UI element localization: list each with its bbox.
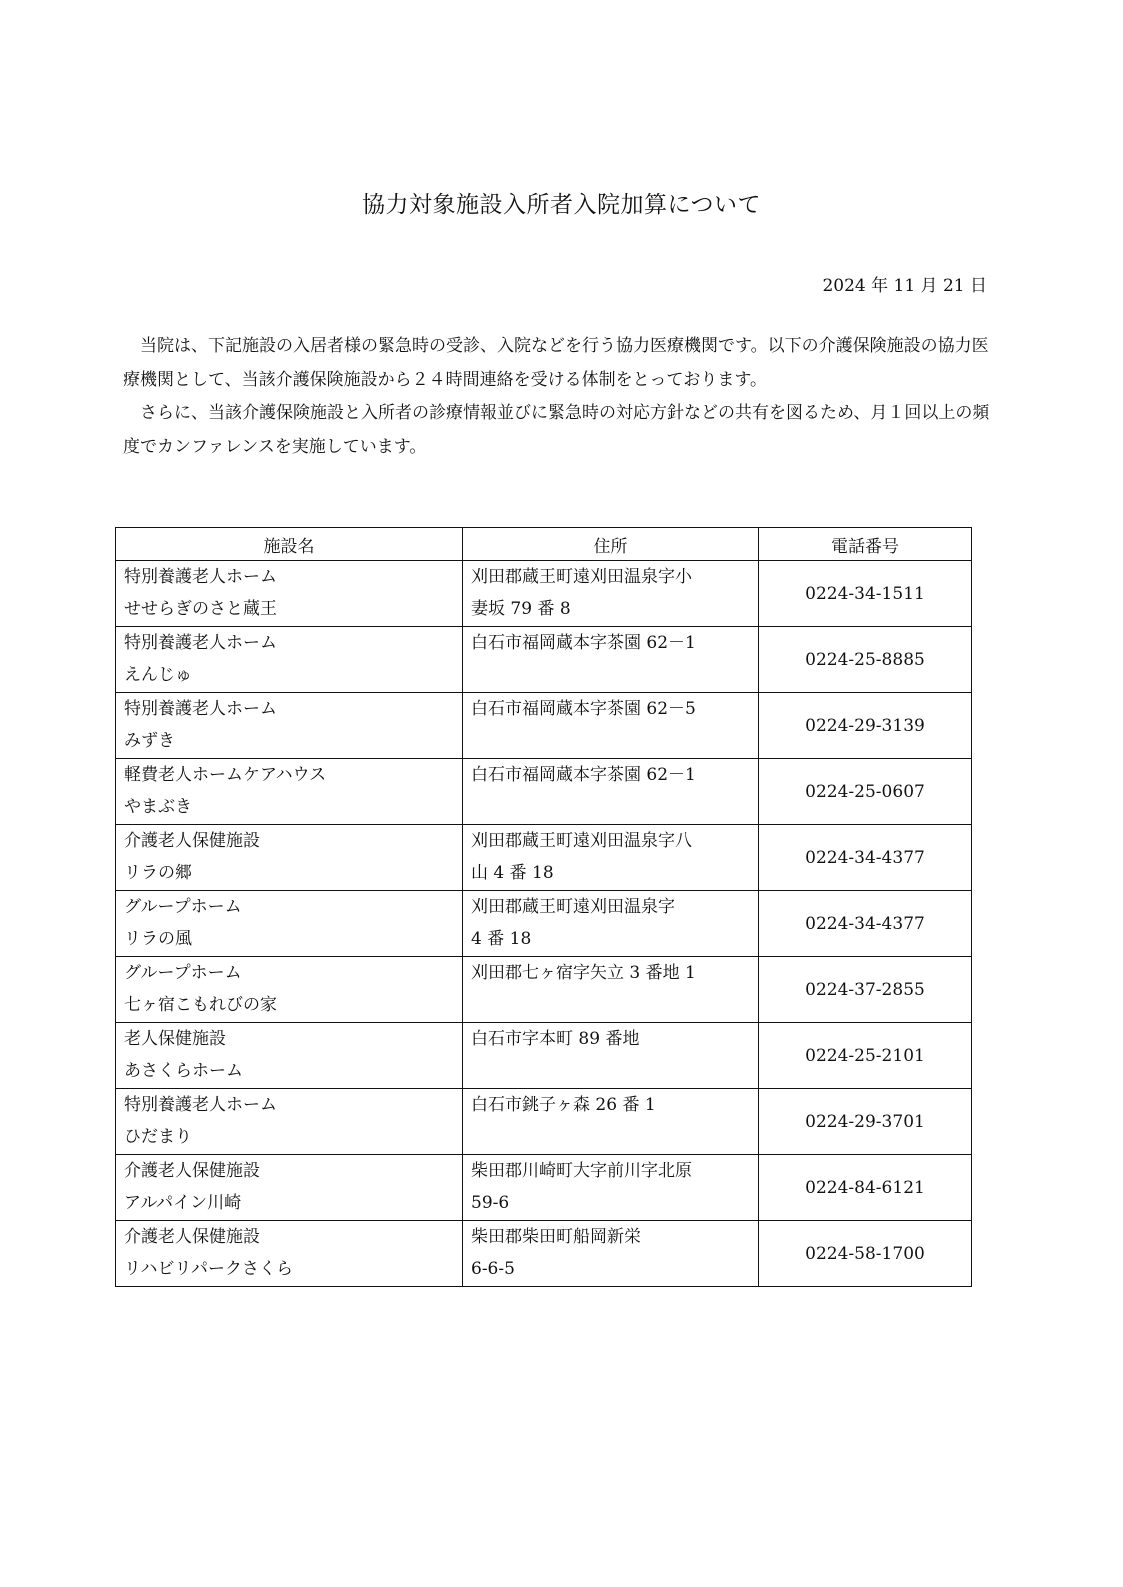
phone-cell: 0224-58-1700 xyxy=(759,1221,972,1287)
address-line-2: 山 4 番 18 xyxy=(471,863,554,883)
facility-name: ひだまり xyxy=(124,1127,192,1147)
address-line-1: 刈田郡蔵王町遠刈田温泉字小 xyxy=(471,567,692,587)
facility-type: 特別養護老人ホーム xyxy=(124,1095,277,1115)
phone-cell: 0224-34-1511 xyxy=(759,561,972,627)
address-line-1: 白石市福岡蔵本字茶園 62－1 xyxy=(471,765,696,785)
phone-cell: 0224-34-4377 xyxy=(759,891,972,957)
address-cell xyxy=(463,1221,759,1287)
table-row xyxy=(116,759,972,825)
address-cell xyxy=(463,825,759,891)
table-row xyxy=(116,1155,972,1221)
address-cell xyxy=(463,1023,759,1089)
table-row xyxy=(116,1089,972,1155)
facility-table xyxy=(115,527,972,1287)
facility-name-cell xyxy=(116,627,463,693)
header-phone: 電話番号 xyxy=(759,528,972,561)
facility-name: えんじゅ xyxy=(124,665,192,685)
phone-cell: 0224-34-4377 xyxy=(759,825,972,891)
page-title: 協力対象施設入所者入院加算について xyxy=(361,192,762,218)
address-line-1: 白石市字本町 89 番地 xyxy=(471,1029,640,1049)
facility-name: リラの風 xyxy=(124,929,192,949)
phone-cell: 0224-84-6121 xyxy=(759,1155,972,1221)
address-cell xyxy=(463,693,759,759)
facility-type: グループホーム xyxy=(124,963,242,983)
facility-name: あさくらホーム xyxy=(124,1061,243,1081)
address-cell xyxy=(463,891,759,957)
phone-cell: 0224-25-8885 xyxy=(759,627,972,693)
address-line-2: 6-6-5 xyxy=(471,1259,515,1279)
document-date: 2024 年 11 月 21 日 xyxy=(822,276,987,296)
table-row xyxy=(116,891,972,957)
address-line-2: 59-6 xyxy=(471,1193,510,1213)
address-line-1: 白石市銚子ヶ森 26 番 1 xyxy=(471,1095,656,1115)
address-line-1: 柴田郡柴田町船岡新栄 xyxy=(471,1227,641,1247)
table-row xyxy=(116,1023,972,1089)
facility-type: 介護老人保健施設 xyxy=(124,1161,260,1181)
facility-name: リハビリパークさくら xyxy=(124,1259,293,1279)
address-cell xyxy=(463,627,759,693)
paragraph-1: 当院は、下記施設の入居者様の緊急時の受診、入院などを行う協力医療機関です。以下の介護保険施設の協力医療機関として、当該介護保険施設から２４時間連絡を受ける体制をとっております。 xyxy=(123,336,989,390)
facility-type: 老人保健施設 xyxy=(124,1029,226,1049)
address-line-1: 刈田郡蔵王町遠刈田温泉字 xyxy=(471,897,675,917)
address-line-1: 柴田郡川崎町大字前川字北原 xyxy=(471,1161,692,1181)
facility-type: 特別養護老人ホーム xyxy=(124,633,277,653)
facility-type: 介護老人保健施設 xyxy=(124,831,260,851)
phone-cell: 0224-25-2101 xyxy=(759,1023,972,1089)
address-line-1: 白石市福岡蔵本字茶園 62－1 xyxy=(471,633,696,653)
address-line-1: 白石市福岡蔵本字茶園 62－5 xyxy=(471,699,696,719)
facility-name-cell xyxy=(116,957,463,1023)
facility-name-cell xyxy=(116,825,463,891)
facility-name: リラの郷 xyxy=(124,863,192,883)
facility-name-cell xyxy=(116,1155,463,1221)
facility-type: 特別養護老人ホーム xyxy=(124,567,277,587)
address-cell xyxy=(463,759,759,825)
header-facility-name: 施設名 xyxy=(116,528,463,561)
address-cell xyxy=(463,1089,759,1155)
facility-name-cell xyxy=(116,561,463,627)
table-row xyxy=(116,627,972,693)
facility-type: グループホーム xyxy=(124,897,242,917)
phone-cell: 0224-29-3139 xyxy=(759,693,972,759)
facility-name-cell xyxy=(116,1089,463,1155)
facility-name: みずき xyxy=(124,731,175,751)
address-cell xyxy=(463,957,759,1023)
address-line-2: 4 番 18 xyxy=(471,929,532,949)
address-line-1: 刈田郡蔵王町遠刈田温泉字八 xyxy=(471,831,692,851)
facility-name: アルパイン川崎 xyxy=(124,1193,242,1213)
phone-cell: 0224-37-2855 xyxy=(759,957,972,1023)
facility-name-cell xyxy=(116,759,463,825)
facility-name-cell xyxy=(116,1023,463,1089)
paragraph-2: さらに、当該介護保険施設と入所者の診療情報並びに緊急時の対応方針などの共有を図るため、月１回以上の頻度でカンファレンスを実施しています。 xyxy=(123,403,990,457)
facility-name: やまぶき xyxy=(124,797,192,817)
table-row xyxy=(116,693,972,759)
facility-name-cell xyxy=(116,693,463,759)
address-cell xyxy=(463,1155,759,1221)
phone-cell: 0224-25-0607 xyxy=(759,759,972,825)
table-row xyxy=(116,561,972,627)
address-line-2: 妻坂 79 番 8 xyxy=(471,599,571,619)
facility-name: せせらぎのさと蔵王 xyxy=(124,599,277,619)
phone-cell: 0224-29-3701 xyxy=(759,1089,972,1155)
header-address: 住所 xyxy=(463,528,759,561)
facility-name: 七ヶ宿こもれびの家 xyxy=(124,995,277,1015)
body-text xyxy=(123,330,1003,464)
address-line-1: 刈田郡七ヶ宿字矢立 3 番地 1 xyxy=(471,963,696,983)
facility-name-cell xyxy=(116,1221,463,1287)
facility-type: 介護老人保健施設 xyxy=(124,1227,260,1247)
table-header-row xyxy=(116,528,972,561)
facility-type: 軽費老人ホームケアハウス xyxy=(124,765,327,785)
address-cell xyxy=(463,561,759,627)
table-row xyxy=(116,825,972,891)
facility-type: 特別養護老人ホーム xyxy=(124,699,277,719)
table-row xyxy=(116,1221,972,1287)
table-row xyxy=(116,957,972,1023)
facility-name-cell xyxy=(116,891,463,957)
